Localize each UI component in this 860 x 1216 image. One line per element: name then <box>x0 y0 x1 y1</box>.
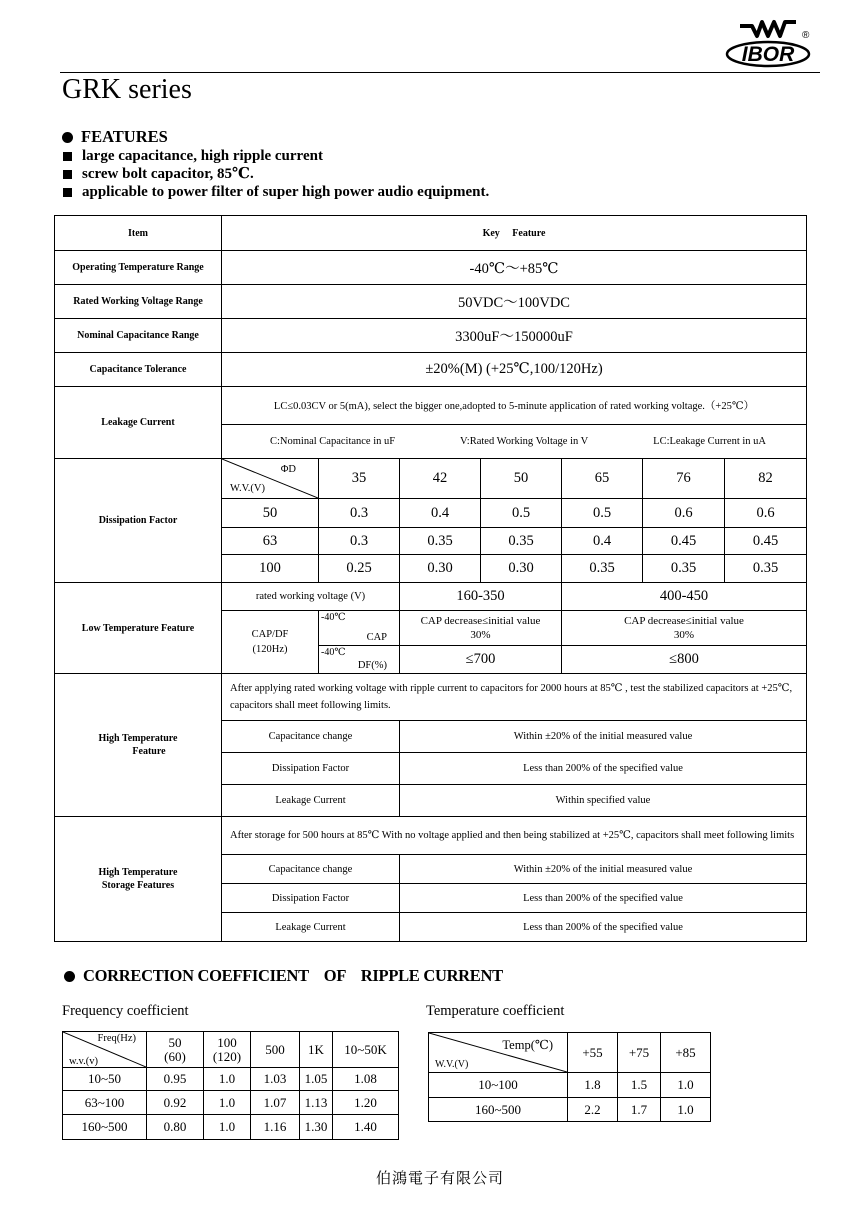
low-temp-voltage: 160-350 <box>400 583 562 611</box>
low-temp-df-value: ≤800 <box>562 646 807 674</box>
features-heading-row <box>62 128 489 146</box>
freq-value: 1.30 <box>300 1115 333 1140</box>
storage-item: Dissipation Factor <box>222 884 400 913</box>
df-wv: 63 <box>222 528 319 555</box>
high-temp-label-a: High Temperature <box>98 733 178 744</box>
freq-value: 1.0 <box>204 1068 251 1091</box>
storage-value: Less than 200% of the specified value <box>400 884 807 913</box>
high-temp-value: Less than 200% of the specified value <box>400 753 807 785</box>
leakage-note: C:Nominal Capacitance in uF <box>270 436 396 447</box>
df-corner-cell <box>222 459 319 499</box>
freq-value: 0.95 <box>147 1068 204 1091</box>
storage-value: Within ±20% of the initial measured value <box>400 855 807 884</box>
temp-header: +75 <box>618 1033 661 1073</box>
low-temp-df-temp: -40℃ <box>321 647 346 658</box>
low-temp-label: Low Temperature Feature <box>55 583 222 674</box>
df-value: 0.5 <box>481 499 562 528</box>
df-value: 0.35 <box>400 528 481 555</box>
freq-header-line: (60) <box>164 1048 186 1064</box>
freq-row <box>63 1115 399 1140</box>
freq-header-line: 100 <box>217 1034 237 1050</box>
temp-coef-title: Temperature coefficient <box>426 1003 565 1019</box>
freq-wv: 160~500 <box>63 1115 147 1140</box>
temp-header: +85 <box>661 1033 711 1073</box>
freq-row <box>63 1091 399 1115</box>
freq-value: 1.08 <box>333 1068 399 1091</box>
storage-label-a: High Temperature <box>98 867 178 878</box>
temp-wv: 10~100 <box>429 1073 568 1098</box>
high-temp-label <box>55 674 222 817</box>
freq-coef-table <box>62 1031 399 1140</box>
storage-value: Less than 200% of the specified value <box>400 913 807 942</box>
df-wv: 100 <box>222 555 319 583</box>
spec-header-feature: Key Feature <box>222 216 807 251</box>
freq-header: 10~50K <box>333 1032 399 1068</box>
low-temp-voltage: 400-450 <box>562 583 807 611</box>
df-value: 0.6 <box>725 499 807 528</box>
temp-corner-bottom: W.V.(V) <box>435 1059 469 1070</box>
low-temp-cap-value-b: 30% <box>470 629 491 641</box>
low-temp-capdf <box>222 611 319 674</box>
op-temp-label: Operating Temperature Range <box>55 251 222 285</box>
bullet-dot-icon <box>64 971 75 982</box>
logo-registered-mark: ® <box>802 30 810 41</box>
df-diameter: 35 <box>319 459 400 499</box>
df-value: 0.35 <box>725 555 807 583</box>
freq-value: 1.40 <box>333 1115 399 1140</box>
df-value: 0.35 <box>643 555 725 583</box>
freq-header: 500 <box>251 1032 300 1068</box>
features-section <box>62 128 489 201</box>
leakage-note: V:Rated Working Voltage in V <box>460 436 589 447</box>
logo-text: IBOR <box>741 43 795 66</box>
freq-header-line: 50 <box>168 1034 182 1050</box>
temp-value: 1.5 <box>618 1073 661 1098</box>
correction-heading: CORRECTION COEFFICIENT OF RIPPLE CURRENT <box>83 966 503 985</box>
df-value: 0.45 <box>643 528 725 555</box>
df-value: 0.35 <box>562 555 643 583</box>
temp-value: 1.0 <box>661 1098 711 1122</box>
feature-item <box>62 183 489 201</box>
op-temp-value: -40℃～+85℃ <box>222 251 807 285</box>
df-value: 0.5 <box>562 499 643 528</box>
low-temp-rated-label: rated working voltage (V) <box>222 583 400 611</box>
feature-text: large capacitance, high ripple current <box>82 148 323 164</box>
footer-company-name: 伯鴻電子有限公司 <box>375 1171 504 1187</box>
freq-corner-cell <box>63 1032 147 1068</box>
freq-header-line: (120) <box>212 1048 242 1064</box>
bullet-dot-icon <box>62 132 73 143</box>
df-value: 0.4 <box>400 499 481 528</box>
high-temp-item: Capacitance change <box>222 721 400 753</box>
low-temp-cap-value-b: 30% <box>673 629 695 641</box>
feature-text: applicable to power filter of super high power audio equipment. <box>82 184 490 200</box>
freq-header: 1K <box>300 1032 333 1068</box>
low-temp-cap-value-a: CAP decrease≤initial value <box>624 615 744 627</box>
spec-header-item: Item <box>55 216 222 251</box>
freq-value: 1.05 <box>300 1068 333 1091</box>
voltage-value: 50VDC～100VDC <box>222 285 807 319</box>
df-value: 0.4 <box>562 528 643 555</box>
temp-header: +55 <box>568 1033 618 1073</box>
bullet-square-icon <box>63 170 72 179</box>
page-title: GRK series <box>62 74 192 105</box>
high-temp-value: Within specified value <box>400 785 807 817</box>
low-temp-cap-label: CAP <box>366 632 387 643</box>
df-diameter: 82 <box>725 459 807 499</box>
df-diameter: 42 <box>400 459 481 499</box>
header-rule <box>60 72 820 73</box>
leakage-note: LC:Leakage Current in uA <box>653 436 766 447</box>
spec-table <box>54 215 807 942</box>
voltage-label: Rated Working Voltage Range <box>55 285 222 319</box>
df-label: Dissipation Factor <box>55 459 222 583</box>
storage-label <box>55 817 222 942</box>
df-corner-bottom: W.V.(V) <box>230 483 266 494</box>
storage-item: Leakage Current <box>222 913 400 942</box>
freq-coef-title: Frequency coefficient <box>62 1003 189 1019</box>
freq-value: 1.16 <box>251 1115 300 1140</box>
leakage-notes <box>222 425 807 459</box>
storage-desc: After storage for 500 hours at 85℃ With no voltage applied and then being stabilized at +25℃, capacitors shall meet following limits <box>222 817 807 855</box>
features-heading: FEATURES <box>81 127 168 146</box>
storage-label-b: Storage Features <box>101 880 175 891</box>
low-temp-cap-cell <box>319 611 400 646</box>
feature-item <box>62 147 489 165</box>
low-temp-df-label: DF(%) <box>357 660 387 671</box>
storage-item: Capacitance change <box>222 855 400 884</box>
df-diameter: 50 <box>481 459 562 499</box>
freq-value: 0.92 <box>147 1091 204 1115</box>
df-corner-top: ΦD <box>280 464 296 475</box>
capacitance-value: 3300uF～150000uF <box>222 319 807 353</box>
high-temp-item: Dissipation Factor <box>222 753 400 785</box>
freq-wv: 63~100 <box>63 1091 147 1115</box>
temp-value: 2.2 <box>568 1098 618 1122</box>
freq-wv: 10~50 <box>63 1068 147 1091</box>
company-logo <box>722 14 814 68</box>
tolerance-value: ±20%(M) (+25℃,100/120Hz) <box>222 353 807 387</box>
df-diameter: 76 <box>643 459 725 499</box>
correction-heading-row <box>64 966 503 986</box>
low-temp-cap-value <box>400 611 562 646</box>
leakage-label: Leakage Current <box>55 387 222 459</box>
temp-corner-top: Temp(℃) <box>502 1038 553 1052</box>
freq-value: 0.80 <box>147 1115 204 1140</box>
freq-value: 1.07 <box>251 1091 300 1115</box>
df-value: 0.25 <box>319 555 400 583</box>
low-temp-cap-value <box>562 611 807 646</box>
temp-wv: 160~500 <box>429 1098 568 1122</box>
leakage-formula: LC≤0.03CV or 5(mA), select the bigger one,adopted to 5-minute application of rated working voltage.（+25℃） <box>222 387 807 425</box>
df-value: 0.3 <box>319 499 400 528</box>
freq-value: 1.20 <box>333 1091 399 1115</box>
high-temp-desc: After applying rated working voltage with ripple current to capacitors for 2000 hours at 85℃ , test the stabilized capacitors at +25℃, capacitors shall meet following limits. <box>222 674 807 721</box>
temp-row <box>429 1073 711 1098</box>
df-value: 0.6 <box>643 499 725 528</box>
bullet-square-icon <box>63 152 72 161</box>
df-value: 0.30 <box>400 555 481 583</box>
df-value: 0.30 <box>481 555 562 583</box>
temp-value: 1.7 <box>618 1098 661 1122</box>
freq-value: 1.13 <box>300 1091 333 1115</box>
bullet-square-icon <box>63 188 72 197</box>
low-temp-df-cell <box>319 646 400 674</box>
freq-corner-top: Freq(Hz) <box>97 1033 136 1044</box>
low-temp-df-value: ≤700 <box>400 646 562 674</box>
temp-coef-table <box>428 1032 711 1122</box>
high-temp-value: Within ±20% of the initial measured value <box>400 721 807 753</box>
df-value: 0.3 <box>319 528 400 555</box>
freq-value: 1.0 <box>204 1115 251 1140</box>
temp-value: 1.0 <box>661 1073 711 1098</box>
temp-row <box>429 1098 711 1122</box>
feature-text: screw bolt capacitor, 85℃. <box>82 166 254 182</box>
temp-value: 1.8 <box>568 1073 618 1098</box>
capacitance-label: Nominal Capacitance Range <box>55 319 222 353</box>
freq-header <box>204 1032 251 1068</box>
freq-value: 1.0 <box>204 1091 251 1115</box>
tolerance-label: Capacitance Tolerance <box>55 353 222 387</box>
freq-value: 1.03 <box>251 1068 300 1091</box>
low-temp-cap-value-a: CAP decrease≤initial value <box>420 615 541 627</box>
df-value: 0.35 <box>481 528 562 555</box>
temp-corner-cell <box>429 1033 568 1073</box>
df-diameter: 65 <box>562 459 643 499</box>
freq-header <box>147 1032 204 1068</box>
high-temp-label-b: Feature <box>132 746 166 757</box>
low-temp-cap-temp: -40℃ <box>321 612 346 623</box>
df-wv: 50 <box>222 499 319 528</box>
feature-item <box>62 165 489 183</box>
low-temp-freq: (120Hz) <box>252 644 288 655</box>
freq-row <box>63 1068 399 1091</box>
high-temp-item: Leakage Current <box>222 785 400 817</box>
freq-corner-bottom: w.v.(v) <box>69 1056 98 1067</box>
df-value: 0.45 <box>725 528 807 555</box>
low-temp-capdf-label: CAP/DF <box>251 629 289 640</box>
